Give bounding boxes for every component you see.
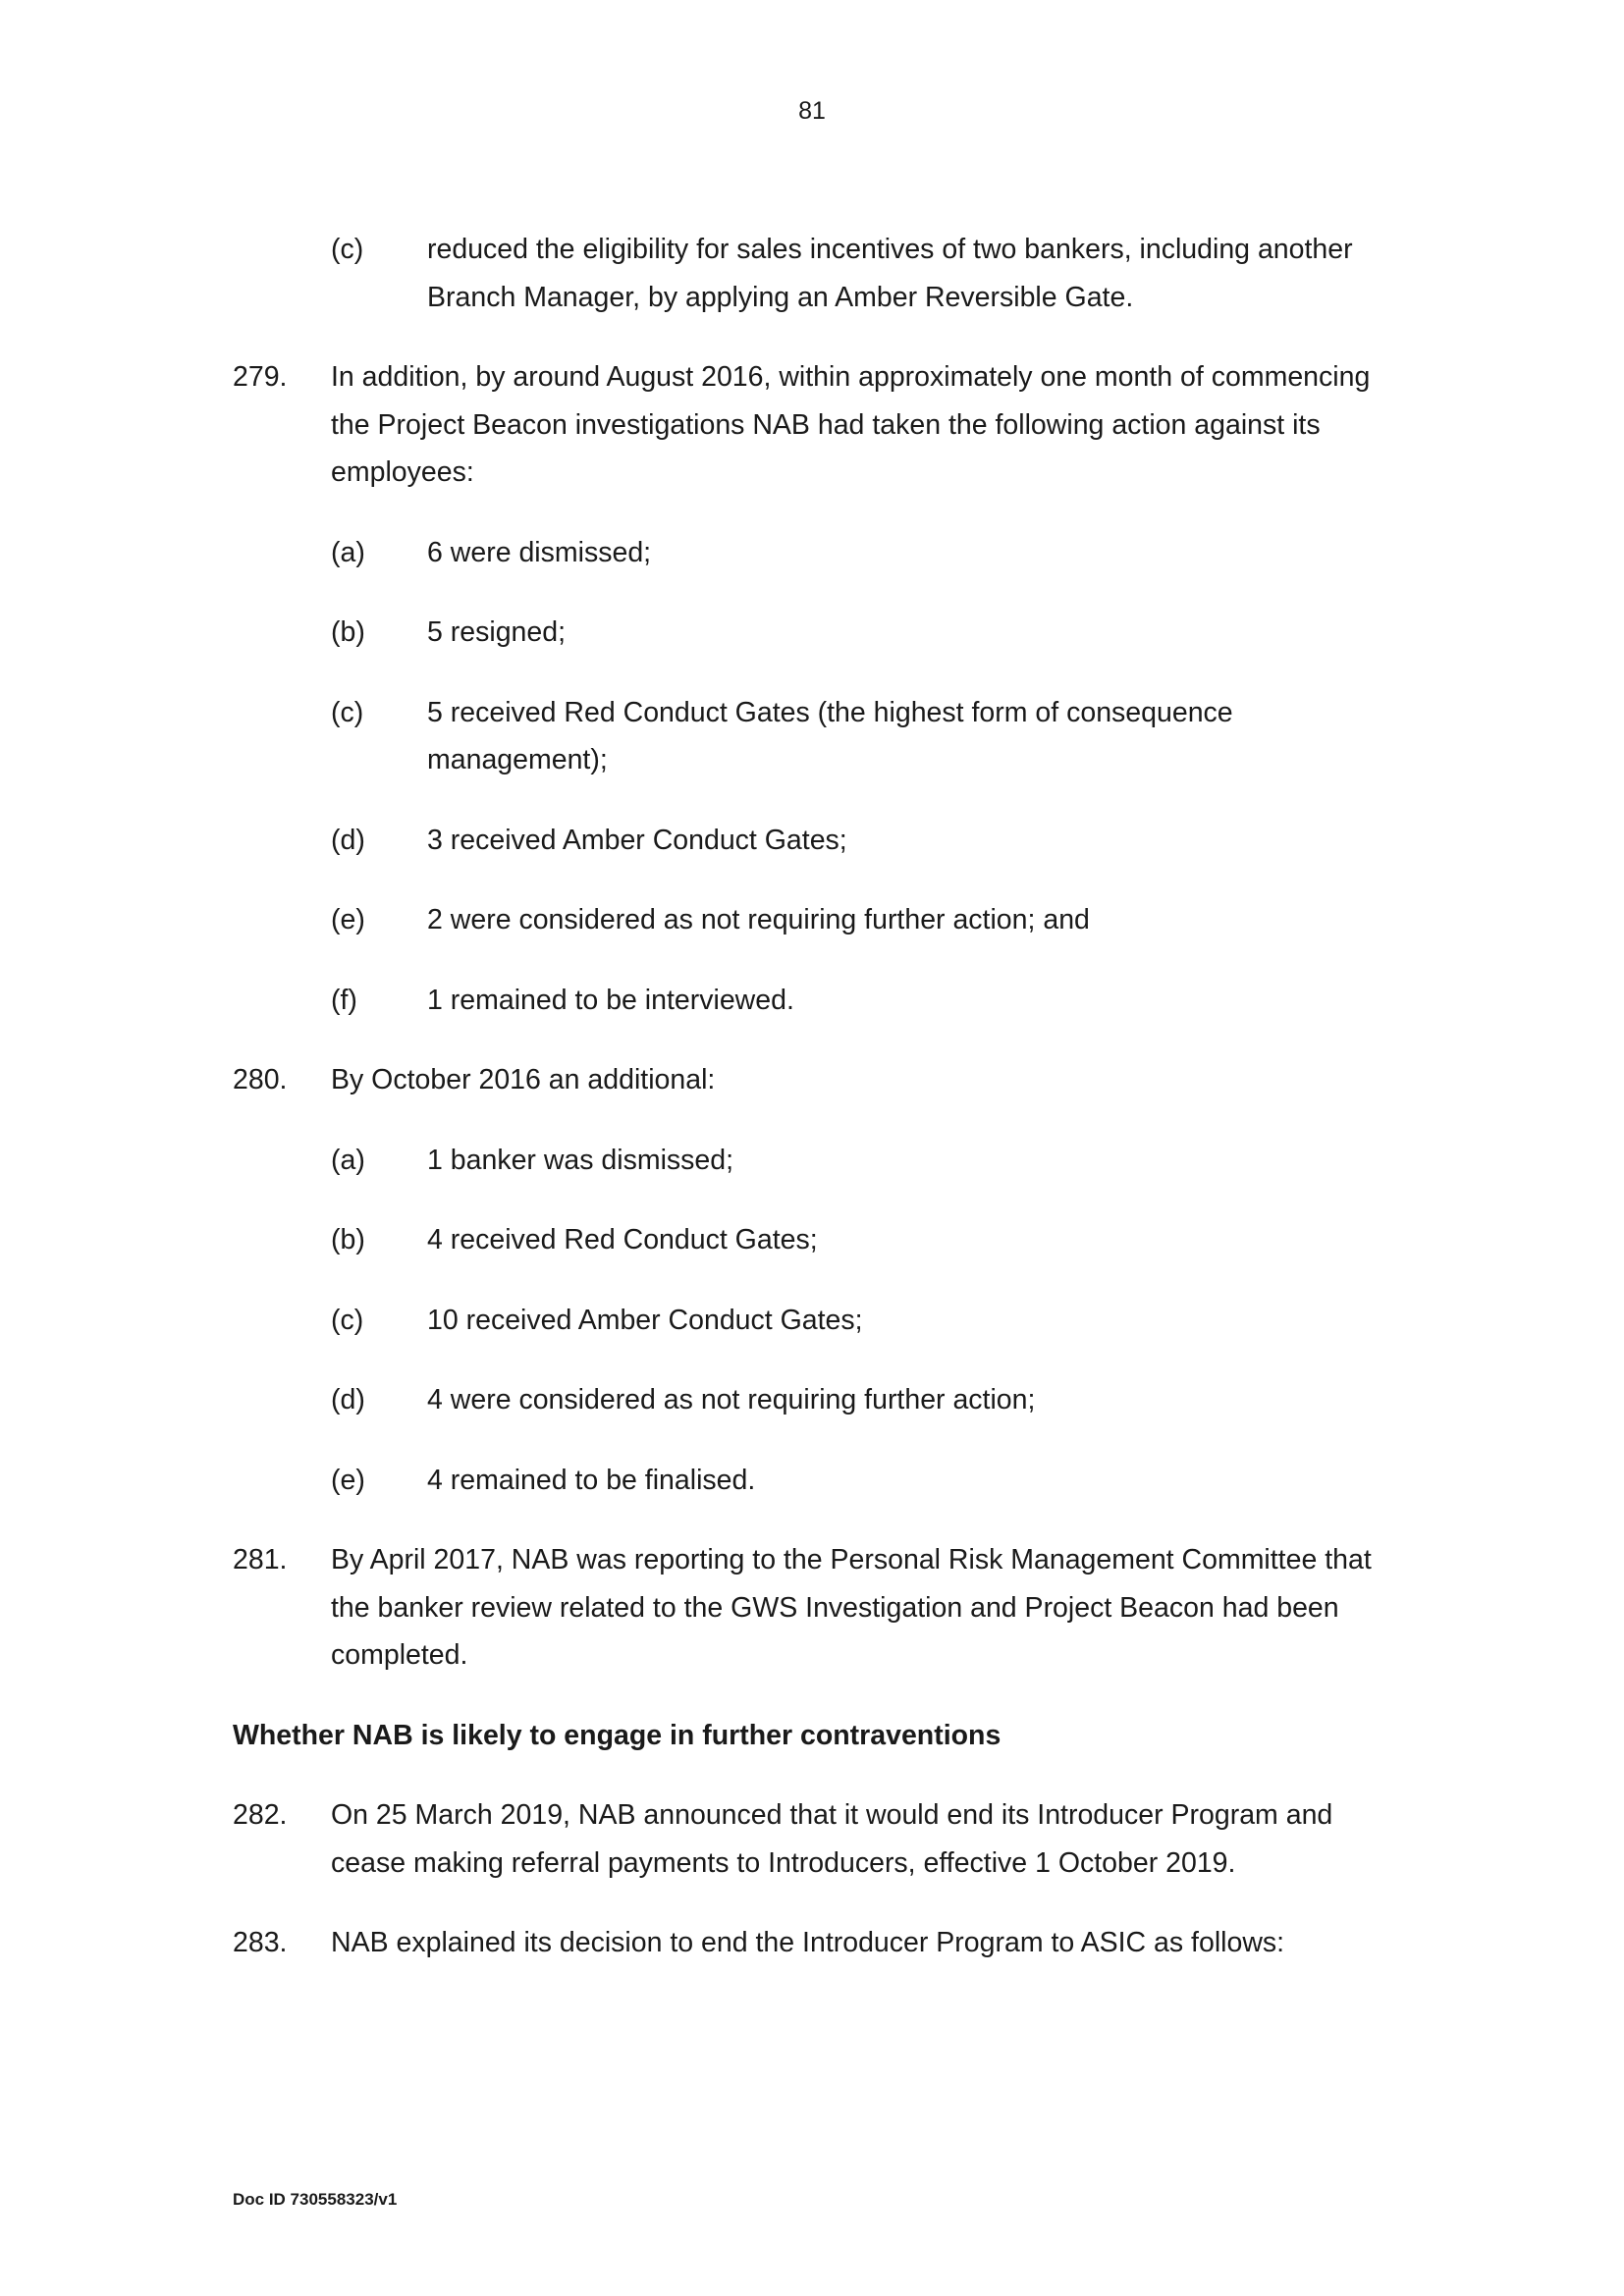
paragraph-text: On 25 March 2019, NAB announced that it would end its Introducer Program and cease making referral payments to Introducers, effective 1 October 2019. xyxy=(331,1799,1333,1879)
subparagraph-label: (a) xyxy=(331,1144,365,1176)
subparagraph-label: (b) xyxy=(331,1224,365,1255)
subparagraph-label: (e) xyxy=(331,904,365,935)
section-heading: Whether NAB is likely to engage in further contraventions xyxy=(233,1719,1001,1751)
paragraph xyxy=(233,1791,1411,1887)
doc-id-footer: Doc ID 730558323/v1 xyxy=(233,2190,398,2209)
paragraph-number: 280. xyxy=(233,1064,288,1095)
subparagraph xyxy=(233,1297,1411,1345)
document-body xyxy=(233,226,1411,2000)
subparagraph-label: (c) xyxy=(331,234,364,265)
subparagraph-text: 4 received Red Conduct Gates; xyxy=(427,1224,818,1255)
paragraph xyxy=(233,1919,1411,1967)
subparagraph-label: (c) xyxy=(331,1304,364,1336)
subparagraph xyxy=(233,1216,1411,1264)
subparagraph-text: 10 received Amber Conduct Gates; xyxy=(427,1304,863,1336)
subparagraph-label: (d) xyxy=(331,1384,365,1415)
subparagraph-label: (c) xyxy=(331,696,364,728)
paragraph-text: By April 2017, NAB was reporting to the Personal Risk Management Committee that the banker review related to the GWS Investigation and Project Beacon had been completed. xyxy=(331,1544,1372,1671)
subparagraph-text: 1 remained to be interviewed. xyxy=(427,984,794,1016)
subparagraph xyxy=(233,1376,1411,1424)
subparagraph xyxy=(233,529,1411,577)
paragraph-text: In addition, by around August 2016, within approximately one month of commencing the Project Beacon investigations NAB had taken the following action against its employees: xyxy=(331,361,1371,488)
subparagraph-label: (e) xyxy=(331,1464,365,1496)
subparagraph-label: (b) xyxy=(331,616,365,648)
paragraph xyxy=(233,353,1411,497)
paragraph-number: 279. xyxy=(233,361,288,393)
subparagraph xyxy=(233,817,1411,865)
paragraph xyxy=(233,1056,1411,1104)
subparagraph-label: (a) xyxy=(331,536,365,568)
subparagraph xyxy=(233,1137,1411,1185)
subparagraph xyxy=(233,896,1411,944)
paragraph-number: 282. xyxy=(233,1799,288,1831)
paragraph xyxy=(233,1536,1411,1680)
subparagraph xyxy=(233,226,1411,321)
subparagraph xyxy=(233,689,1411,784)
subparagraph xyxy=(233,609,1411,657)
paragraph-number: 281. xyxy=(233,1544,288,1575)
paragraph-number: 283. xyxy=(233,1927,288,1958)
page-number: 81 xyxy=(798,97,826,125)
subparagraph xyxy=(233,977,1411,1025)
subparagraph-label: (d) xyxy=(331,824,365,856)
subparagraph-text: 6 were dismissed; xyxy=(427,536,652,568)
subparagraph-text: 1 banker was dismissed; xyxy=(427,1144,734,1176)
subparagraph-text: 5 received Red Conduct Gates (the highest form of consequence management); xyxy=(427,696,1233,775)
subparagraph-text: reduced the eligibility for sales incentives of two bankers, including another Branch Manager, by applying an Amber Reversible Gate. xyxy=(427,234,1353,313)
paragraph-text: By October 2016 an additional: xyxy=(331,1064,716,1095)
subparagraph-text: 2 were considered as not requiring further action; and xyxy=(427,904,1090,935)
subparagraph-text: 5 resigned; xyxy=(427,616,567,648)
subparagraph-text: 4 were considered as not requiring further action; xyxy=(427,1384,1036,1415)
subparagraph-text: 3 received Amber Conduct Gates; xyxy=(427,824,847,856)
subparagraph-text: 4 remained to be finalised. xyxy=(427,1464,756,1496)
subparagraph-label: (f) xyxy=(331,984,357,1016)
paragraph-text: NAB explained its decision to end the Introducer Program to ASIC as follows: xyxy=(331,1927,1285,1958)
subparagraph xyxy=(233,1457,1411,1505)
